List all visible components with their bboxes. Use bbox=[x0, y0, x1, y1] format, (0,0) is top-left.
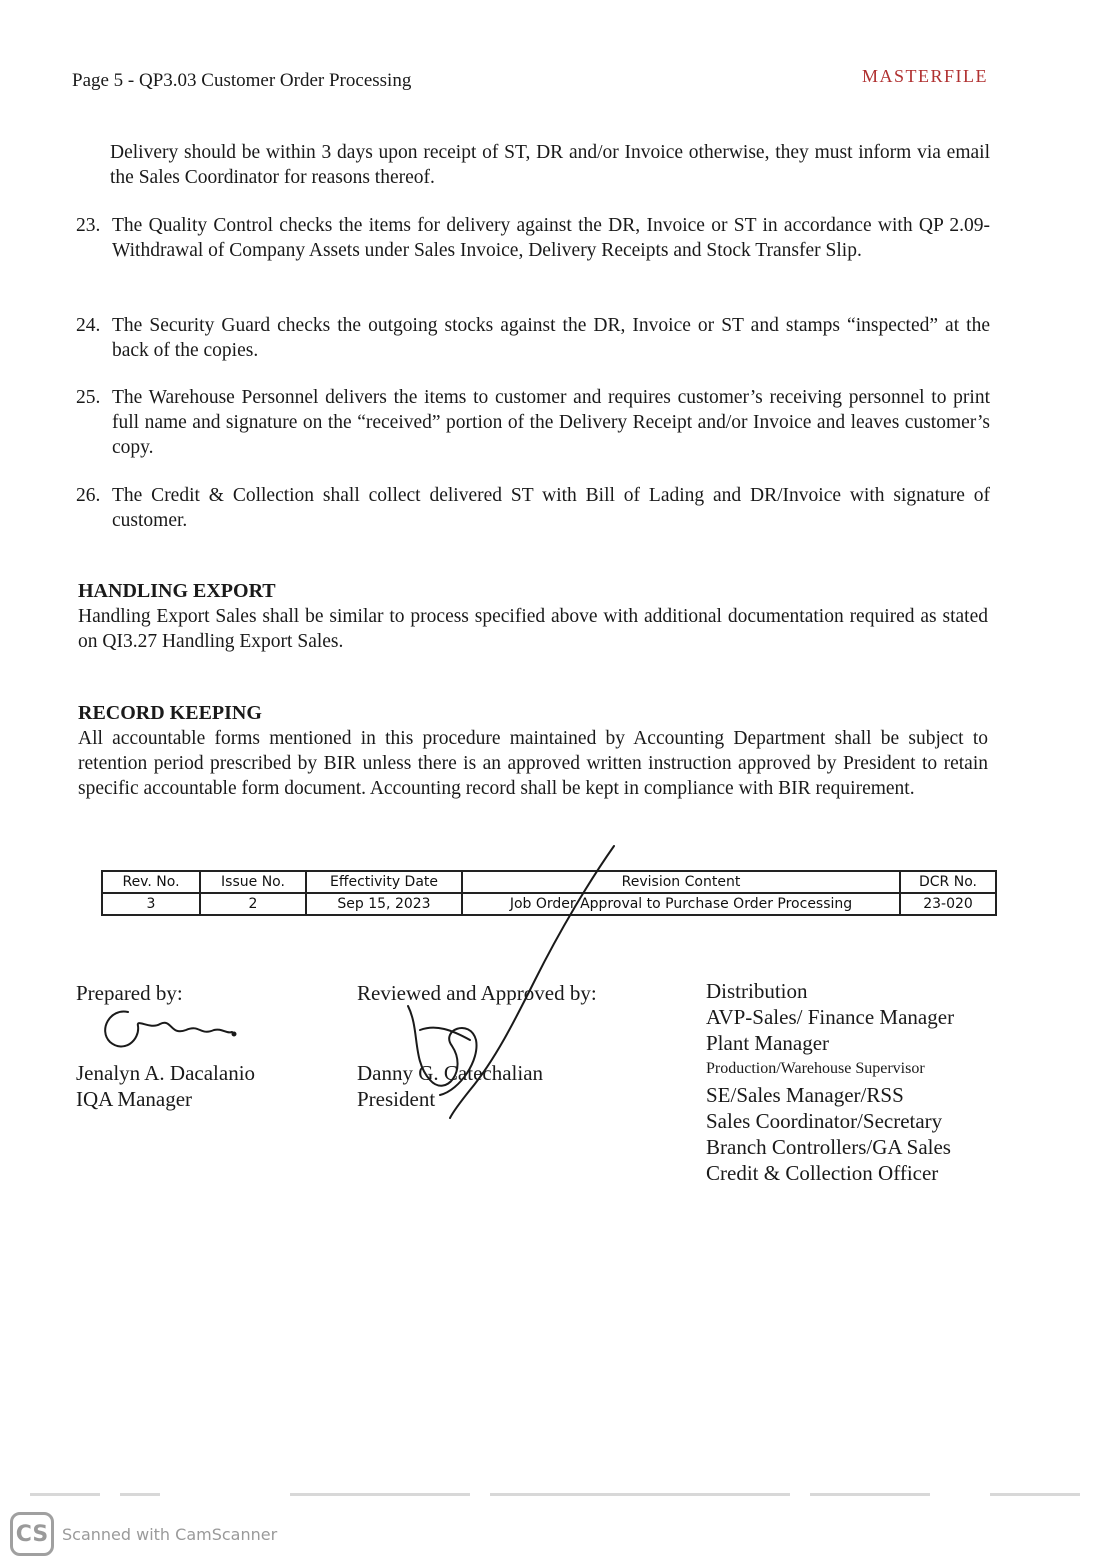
cell-dcr-no: 23-020 bbox=[900, 893, 996, 915]
item-text: The Security Guard checks the outgoing stocks against the DR, Invoice or ST and stamps “inspected” at the back of the copies. bbox=[112, 315, 990, 361]
record-keeping-body: All accountable forms mentioned in this procedure maintained by Accounting Department shall be subject to retention period prescribed by BIR unless there is an approved written instruction approved by President to retain specific accountable form document. Accounting record shall be kept in compliance with BIR requirement. bbox=[78, 728, 988, 799]
prepared-signature bbox=[105, 1012, 232, 1047]
cell-effectivity-date: Sep 15, 2023 bbox=[306, 893, 462, 915]
col-revision-content: Revision Content bbox=[462, 871, 900, 893]
distribution-item: Production/Warehouse Supervisor bbox=[706, 1060, 925, 1077]
record-keeping-heading: RECORD KEEPING bbox=[78, 702, 262, 724]
item-number: 26. bbox=[76, 485, 101, 506]
masterfile-stamp: MASTERFILE bbox=[862, 66, 989, 86]
handling-export-body: Handling Export Sales shall be similar to process specified above with additional documentation required as stated on QI3.27 Handling Export Sales. bbox=[78, 606, 988, 652]
distribution-item: AVP-Sales/ Finance Manager bbox=[706, 1005, 955, 1029]
page-reference: Page 5 - QP3.03 Customer Order Processing bbox=[72, 70, 412, 91]
item-number: 24. bbox=[76, 315, 101, 336]
camscanner-watermark bbox=[10, 1512, 277, 1556]
prepared-by-title: IQA Manager bbox=[76, 1087, 193, 1111]
handling-export-heading: HANDLING EXPORT bbox=[78, 580, 276, 602]
item-text: The Warehouse Personnel delivers the items to customer and requires customer’s receiving personnel to print full name and signature on the “received” portion of the Delivery Receipt and/or Invoice and leaves customer’s copy. bbox=[112, 387, 990, 458]
col-dcr-no: DCR No. bbox=[900, 871, 996, 893]
prepared-by-label: Prepared by: bbox=[76, 981, 183, 1005]
prepared-by-name: Jenalyn A. Dacalanio bbox=[76, 1061, 256, 1085]
reviewed-by-title: President bbox=[357, 1087, 436, 1111]
col-rev-no: Rev. No. bbox=[102, 871, 200, 893]
col-effectivity-date: Effectivity Date bbox=[306, 871, 462, 893]
cell-rev-no: 3 bbox=[102, 893, 200, 915]
camscanner-logo-icon: CS bbox=[10, 1512, 54, 1556]
approval-slash bbox=[450, 846, 614, 1118]
reviewed-by-name: Danny G. Catechalian bbox=[357, 1061, 544, 1085]
item-text: The Quality Control checks the items for delivery against the DR, Invoice or ST in accordance with QP 2.09- Withdrawal of Company Assets under Sales Invoice, Delivery Receipts and Stock Transfer Slip. bbox=[112, 215, 990, 261]
cell-issue-no: 2 bbox=[200, 893, 306, 915]
reviewed-by-label: Reviewed and Approved by: bbox=[357, 981, 597, 1005]
continuation-paragraph: Delivery should be within 3 days upon receipt of ST, DR and/or Invoice otherwise, they must inform via email the Sales Coordinator for reasons thereof. bbox=[110, 142, 990, 188]
col-issue-no: Issue No. bbox=[200, 871, 306, 893]
distribution-item: Branch Controllers/GA Sales bbox=[706, 1135, 951, 1159]
reviewed-signature bbox=[408, 1006, 477, 1095]
camscanner-text: Scanned with CamScanner bbox=[62, 1524, 278, 1544]
cell-revision-content: Job Order Approval to Purchase Order Processing bbox=[462, 893, 900, 915]
distribution-label: Distribution bbox=[706, 979, 808, 1003]
scan-noise bbox=[30, 1488, 1090, 1502]
distribution-item: Credit & Collection Officer bbox=[706, 1161, 939, 1185]
distribution-item: SE/Sales Manager/RSS bbox=[706, 1083, 904, 1107]
item-number: 23. bbox=[76, 215, 101, 236]
distribution-item: Sales Coordinator/Secretary bbox=[706, 1109, 943, 1133]
item-number: 25. bbox=[76, 387, 101, 408]
distribution-item: Plant Manager bbox=[706, 1031, 830, 1055]
item-text: The Credit & Collection shall collect delivered ST with Bill of Lading and DR/Invoice with signature of customer. bbox=[112, 485, 990, 531]
